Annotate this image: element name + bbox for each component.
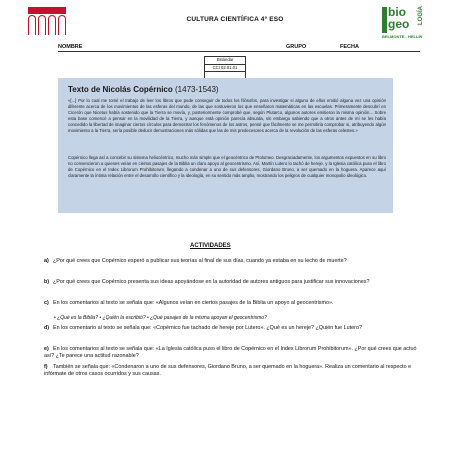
logo-side-bar: [382, 7, 387, 33]
question-letter: c): [44, 300, 49, 306]
reading-quote: «[...] Por lo cual me tomé el trabajo de leer los libros que pude conseguir de todos los filósofos, para investigar si alguno de ellos emitió alguna vez una opinión diferente acerca de los movimientos de las esferas del mundo, de las que sostuvieron los que enseñaron matemáticas en las escuelas. Primeramente descubrí en Cicerón que Nicetus había sostenido que la Tierra se movía, y, posteriormente comprobé que, según Plutarco, algunos autores emitieron la misma opinión... Sobre esta base comencé a pensar en la movilidad de la Tierra, y aunque está opinión parecía absurda, sin embargo sabiendo que a otros antes de mí se les había concedido la libertad de imaginar ciertos círculos para demostrar los fenómenos de los astros, pensé que fácilmente se me permitiría comprobar si, atribuyendo algún movimiento a la Tierra, sería posible deducir demostraciones más sólidas que las de mis predecesores acerca de la revolución de las esferas celestes.»: [68, 98, 386, 134]
logo-arch: [58, 15, 66, 35]
logo-arch: [38, 15, 46, 35]
question-text: En los comentario al texto se señala que: «Copérnico fue tachado de hereje por Lutero». ¿Qué es un hereje? ¿Quién fue Lutero?: [53, 325, 362, 331]
reading-title-text: Texto de Nicolás Copérnico: [68, 85, 173, 94]
question-f: [44, 364, 428, 378]
reading-title: [68, 85, 219, 94]
question-a: [44, 258, 428, 265]
question-d: [44, 325, 428, 332]
question-text: ¿Por qué crees que Copérnico presenta sus ideas apoyándose en la autoridad de autores antiguos para justificar sus innovaciones?: [53, 279, 370, 285]
question-c: [44, 300, 428, 307]
logo-arches: [28, 15, 66, 35]
question-letter: a): [44, 258, 49, 264]
logo-subtitle: BELMONTE - HELLÍN: [382, 34, 423, 39]
logo-bar: [28, 7, 66, 14]
logo-line1: bio: [388, 5, 406, 19]
question-text: En los comentarios al texto se señala que: «Algunos veían en ciertos pasajes de la Biblia un apoyo al geocentrismo».: [53, 300, 334, 306]
reading-years: (1473-1543): [175, 85, 219, 94]
document-title: CULTURA CIENTÍFICA 4º ESO: [186, 16, 284, 23]
biogeologia-logo: [382, 5, 428, 51]
reading-commentary: Copérnico llega así a concebir su sistema heliocéntrico, mucho más simple que el geocéntrico de Ptolomeo. Desgraciadamente, los argumentos expuestos en su libro no convencieron a quienes veían en ciertos pasajes de la Biblia un claro apoyo al geocentrismo. Así, Martín Lutero lo tachó de hereje, y la Iglesia católica puso el libro de Copérnico en el Index Librorum Prohibitorum, llegando a condenar a uno de sus defensores, Giordano Bruno, a ser quemado en la hoguera. Aparece aquí claramente la íntima relación entre el desarrollo científico y la ideología, en su sentido más amplio, mostrando los peligros de cualquier monopolio ideológico.: [68, 155, 386, 179]
logo-vertical-text: LOGÍA: [418, 6, 424, 25]
logo-arch: [28, 15, 36, 35]
question-letter: e): [44, 346, 49, 352]
date-label: FECHA: [340, 44, 359, 50]
name-label: NOMBRE: [58, 44, 83, 50]
question-letter: d): [44, 325, 50, 331]
standard-code: CCI 02.01.01: [205, 65, 245, 73]
group-label: GRUPO: [286, 44, 307, 50]
question-letter: b): [44, 279, 50, 285]
standard-label: Estándar: [205, 57, 245, 65]
activities-title: ACTIVIDADES: [190, 243, 231, 249]
question-c-subquestions: • ¿Qué es la Biblia? • ¿Quién la escribió? • ¿Qué pasajes de la misma apoyan el geocentrismo?: [54, 315, 267, 321]
reading-box: [58, 78, 393, 213]
question-e: [44, 346, 428, 360]
question-text: ¿Por qué crees que Copérnico esperó a publicar sus teorías al final de sus días, cuando ya estaba en su lecho de muerte?: [53, 258, 347, 264]
school-logo-left: [28, 7, 66, 37]
question-text: También se señala que: «Condenaron a uno de sus defensores, Giordano Bruno, a ser quemado en la hoguera». Realiza un comentario al respecto e infórmate de otros casos ocurridos y sus causas.: [44, 364, 412, 378]
logo-line2: geo: [388, 17, 410, 31]
logo-arch: [48, 15, 56, 35]
question-b: [44, 279, 428, 286]
question-letter: f): [44, 364, 48, 370]
question-text: En los comentarios al texto se señala que: «La Iglesia católica puso el libro de Copérnico en el Index Librorum Prohibitorum». ¿Por qué crees que actuó así? ¿Te parece una actitud razonable?: [44, 346, 417, 360]
name-underline: [58, 51, 420, 52]
